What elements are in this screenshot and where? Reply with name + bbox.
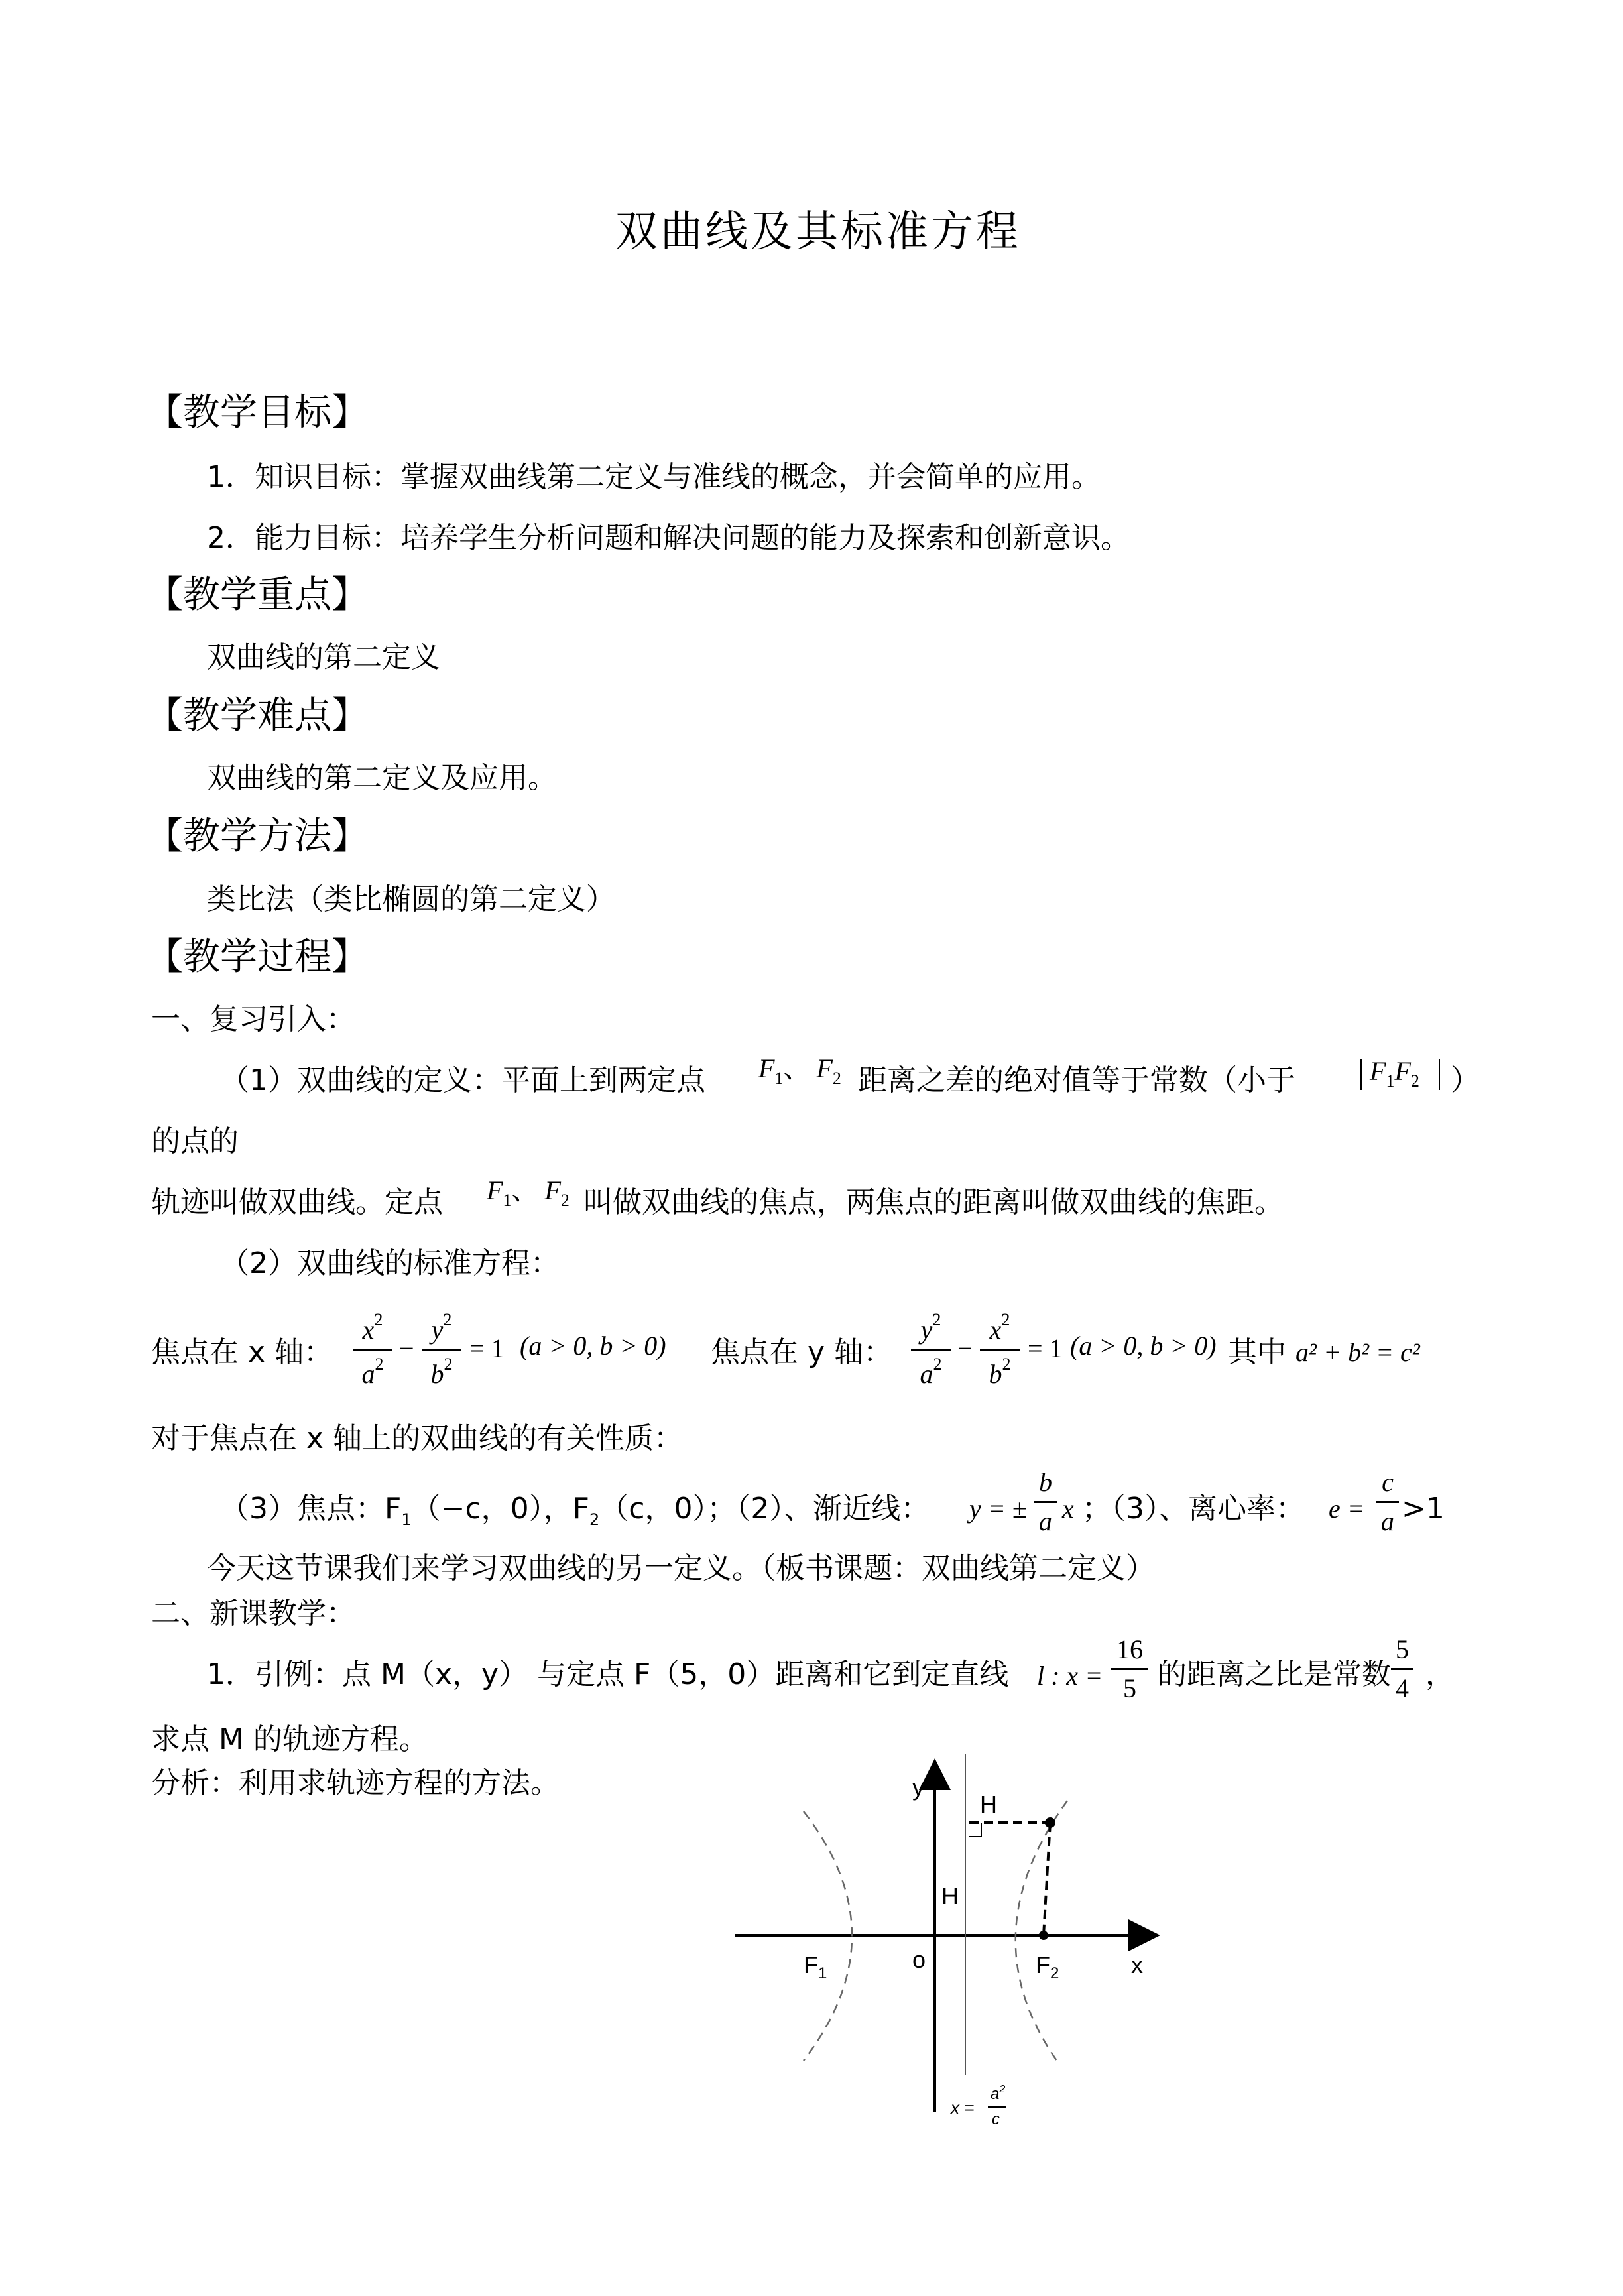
- abs-bar-left: [1360, 1059, 1362, 1090]
- focus-x-label: 焦点在 x 轴：: [151, 1335, 333, 1369]
- analysis-text: 分析：利用求轨迹方程的方法。: [151, 1766, 560, 1800]
- f2-label: $F_2$: [1036, 1951, 1059, 1982]
- fraction-16-5: 16 5: [1111, 1636, 1148, 1702]
- abs-bar-right: [1439, 1059, 1440, 1090]
- origin-label: o: [912, 1946, 926, 1973]
- part2-heading: 二、新课教学：: [151, 1597, 355, 1630]
- where-label: 其中: [1228, 1335, 1286, 1369]
- standard-equation-heading: （2）双曲线的标准方程：: [220, 1246, 560, 1280]
- example-text-b: 的距离之比是常数: [1158, 1658, 1391, 1691]
- f1-label: $F_1$: [804, 1951, 827, 1982]
- fraction-c-a: c a: [1376, 1469, 1399, 1535]
- foci-symbols-2: $F_1$、 $F_2$: [487, 1176, 570, 1210]
- definition-mid: 距离之差的绝对值等于常数（小于: [858, 1063, 1295, 1097]
- key-point-text: 双曲线的第二定义: [207, 640, 440, 674]
- difficulty-text: 双曲线的第二定义及应用。: [207, 761, 557, 795]
- equals-one-2: = 1: [1028, 1333, 1063, 1363]
- page-title: 双曲线及其标准方程: [615, 208, 1021, 257]
- right-branch: [1016, 1801, 1067, 2061]
- vertical-dash: [1044, 1823, 1050, 1935]
- properties-intro: 对于焦点在 x 轴上的双曲线的有关性质：: [151, 1421, 684, 1455]
- directrix-eq-den: c: [992, 2110, 1000, 2128]
- directrix-eq-num: $a^2$: [991, 2084, 1006, 2103]
- fraction-x2-b2: $x^2$ $b^2$: [980, 1311, 1020, 1388]
- y-label: y: [912, 1774, 924, 1801]
- focal-distance-symbol: $F_1F_2$: [1370, 1056, 1419, 1091]
- left-branch: [804, 1811, 852, 2061]
- point-f2: [1039, 1931, 1048, 1940]
- directrix-prefix: l : x =: [1037, 1661, 1103, 1691]
- eccentricity-gt-one: >1: [1402, 1492, 1445, 1526]
- condition-2: (a > 0, b > 0): [1070, 1331, 1217, 1360]
- definition-line3a: 轨迹叫做双曲线。定点: [151, 1185, 443, 1219]
- section-heading-process: 【教学过程】: [146, 936, 369, 979]
- today-intro: 今天这节课我们来学习双曲线的另一定义。（板书课题：双曲线第二定义）: [207, 1551, 1155, 1585]
- focus-y-label: 焦点在 y 轴：: [711, 1335, 893, 1369]
- right-angle-mark: [969, 1823, 981, 1837]
- equals-one-1: = 1: [469, 1333, 505, 1363]
- goal-knowledge: 1．知识目标：掌握双曲线第二定义与准线的概念，并会简单的应用。: [207, 460, 1101, 494]
- section-heading-goals: 【教学目标】: [146, 391, 369, 434]
- fraction-5-4: 5 4: [1391, 1636, 1413, 1702]
- condition-1: (a > 0, b > 0): [520, 1331, 666, 1360]
- directrix-eq-x: x =: [951, 2098, 975, 2118]
- minus-sign-2: −: [957, 1333, 973, 1363]
- properties-foci-a: （3）焦点：$F_1(-c$，0），$F_2(c$，0）；（2）、渐近线：: [220, 1492, 930, 1529]
- part1-heading: 一、复习引入：: [151, 1002, 355, 1036]
- properties-eccentricity-label: ；（3）、离心率：: [1082, 1492, 1305, 1526]
- goal-ability: 2．能力目标：培养学生分析问题和解决问题的能力及探索和创新意识。: [207, 521, 1130, 555]
- section-heading-method: 【教学方法】: [146, 815, 369, 858]
- definition-line2: 的点的: [151, 1124, 239, 1158]
- foci-symbols-1: $F_1$、 $F_2$: [758, 1054, 841, 1088]
- x-label: x: [1131, 1951, 1143, 1978]
- point-m: [1045, 1817, 1055, 1828]
- method-text: 类比法（类比椭圆的第二定义）: [207, 882, 615, 916]
- minus-sign-1: −: [399, 1333, 414, 1363]
- h-label-mid: H: [941, 1882, 959, 1909]
- example-line2: 求点 M 的轨迹方程。: [151, 1722, 428, 1756]
- eccentricity-prefix: e =: [1329, 1494, 1365, 1524]
- definition-prefix: （1）双曲线的定义：平面上到两定点: [220, 1063, 705, 1097]
- asymptote-x: x: [1062, 1494, 1074, 1524]
- fraction-b-a: b a: [1034, 1469, 1057, 1535]
- definition-line3b: 叫做双曲线的焦点，两焦点的距离叫做双曲线的焦距。: [583, 1185, 1284, 1219]
- example-text-a: 1．引例：点 M（x，y） 与定点 F（5，0）距离和它到定直线: [207, 1658, 1009, 1691]
- section-heading-difficulty: 【教学难点】: [146, 694, 369, 737]
- fraction-x2-a2: $x^2$ $a^2$: [353, 1311, 392, 1388]
- definition-end: ）: [1451, 1063, 1480, 1097]
- asymptote-prefix: y = ±: [969, 1494, 1027, 1524]
- h-label-top: H: [980, 1791, 997, 1818]
- relation-abc: a² + b² = c²: [1295, 1337, 1420, 1367]
- example-text-c: ，: [1425, 1658, 1455, 1691]
- fraction-y2-a2: $y^2$ $a^2$: [911, 1311, 951, 1388]
- fraction-y2-b2: $y^2$ $b^2$: [422, 1311, 461, 1388]
- section-heading-key: 【教学重点】: [146, 574, 369, 617]
